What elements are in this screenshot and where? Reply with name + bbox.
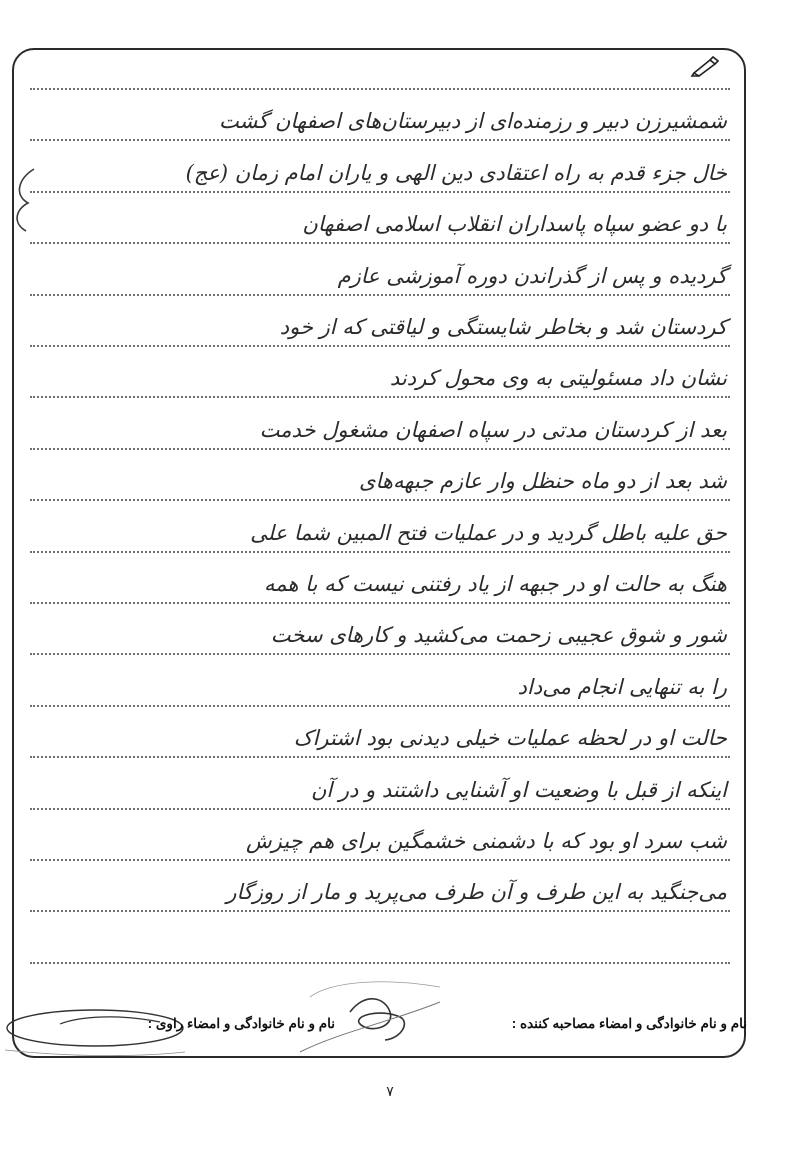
margin-mark [8,165,38,235]
ruled-line [30,448,730,450]
handwritten-line: کردستان شد و بخاطر شایستگی و لیاقتی که از خود [279,315,727,339]
handwritten-line: خال جزء قدم به راه اعتقادی دین الهی و یاران امام زمان (عج) [185,161,727,185]
ruled-line [30,294,730,296]
ruled-line [30,551,730,553]
handwritten-line: شب سرد او بود که با دشمنی خشمگین برای هم چیزش [245,829,727,853]
handwritten-line: حق علیه باطل گردید و در عملیات فتح المبین شما علی [250,521,727,545]
narrator-label: نام و نام خانوادگی و امضاء راوی : [147,1016,335,1031]
handwritten-line: شد بعد از دو ماه حنظل وار عازم جبهه‌های [359,469,727,493]
ruled-line [30,88,730,90]
handwritten-line: حالت او در لحظه عملیات خیلی دیدنی بود اشتراک [293,726,727,750]
ruled-line [30,910,730,912]
interviewer-label: نام و نام خانوادگی و امضاء مصاحبه کننده : [511,1016,747,1031]
page-frame [12,48,746,1058]
ruled-line [30,962,730,964]
ruled-line [30,345,730,347]
ruled-line [30,396,730,398]
handwritten-line: نشان داد مسئولیتی به وی محول کردند [389,366,727,390]
handwritten-line: هنگ به حالت او در جبهه از یاد رفتنی نیست که با همه [264,572,727,596]
ruled-line [30,653,730,655]
handwritten-line: می‌جنگید به این طرف و آن طرف می‌پرید و مار از روزگار [226,880,727,904]
handwritten-line: اینکه از قبل با وضعیت او آشنایی داشتند و در آن [310,778,727,802]
handwritten-line: گردیده و پس از گذراندن دوره آموزشی عازم [337,264,727,288]
handwritten-line: شمشیرزن دبیر و رزمنده‌ای از دبیرستان‌های اصفهان گشت [218,109,727,133]
ruled-line [30,139,730,141]
ruled-line [30,808,730,810]
ruled-line [30,499,730,501]
handwritten-line: بعد از کردستان مدتی در سپاه اصفهان مشغول خدمت [259,418,727,442]
handwritten-line: با دو عضو سپاه پاسداران انقلاب اسلامی اصفهان [302,212,727,236]
ruled-line [30,756,730,758]
ruled-line [30,602,730,604]
narrator-signature [0,1002,190,1062]
handwritten-line: شور و شوق عجیبی زحمت می‌کشید و کارهای سخت [270,623,727,647]
pencil-icon [690,55,720,77]
ruled-line [30,859,730,861]
ruled-line [30,705,730,707]
ruled-line [30,242,730,244]
page-number: ۷ [386,1084,394,1100]
handwritten-line: را به تنهایی انجام می‌داد [517,675,727,699]
ruled-line [30,191,730,193]
